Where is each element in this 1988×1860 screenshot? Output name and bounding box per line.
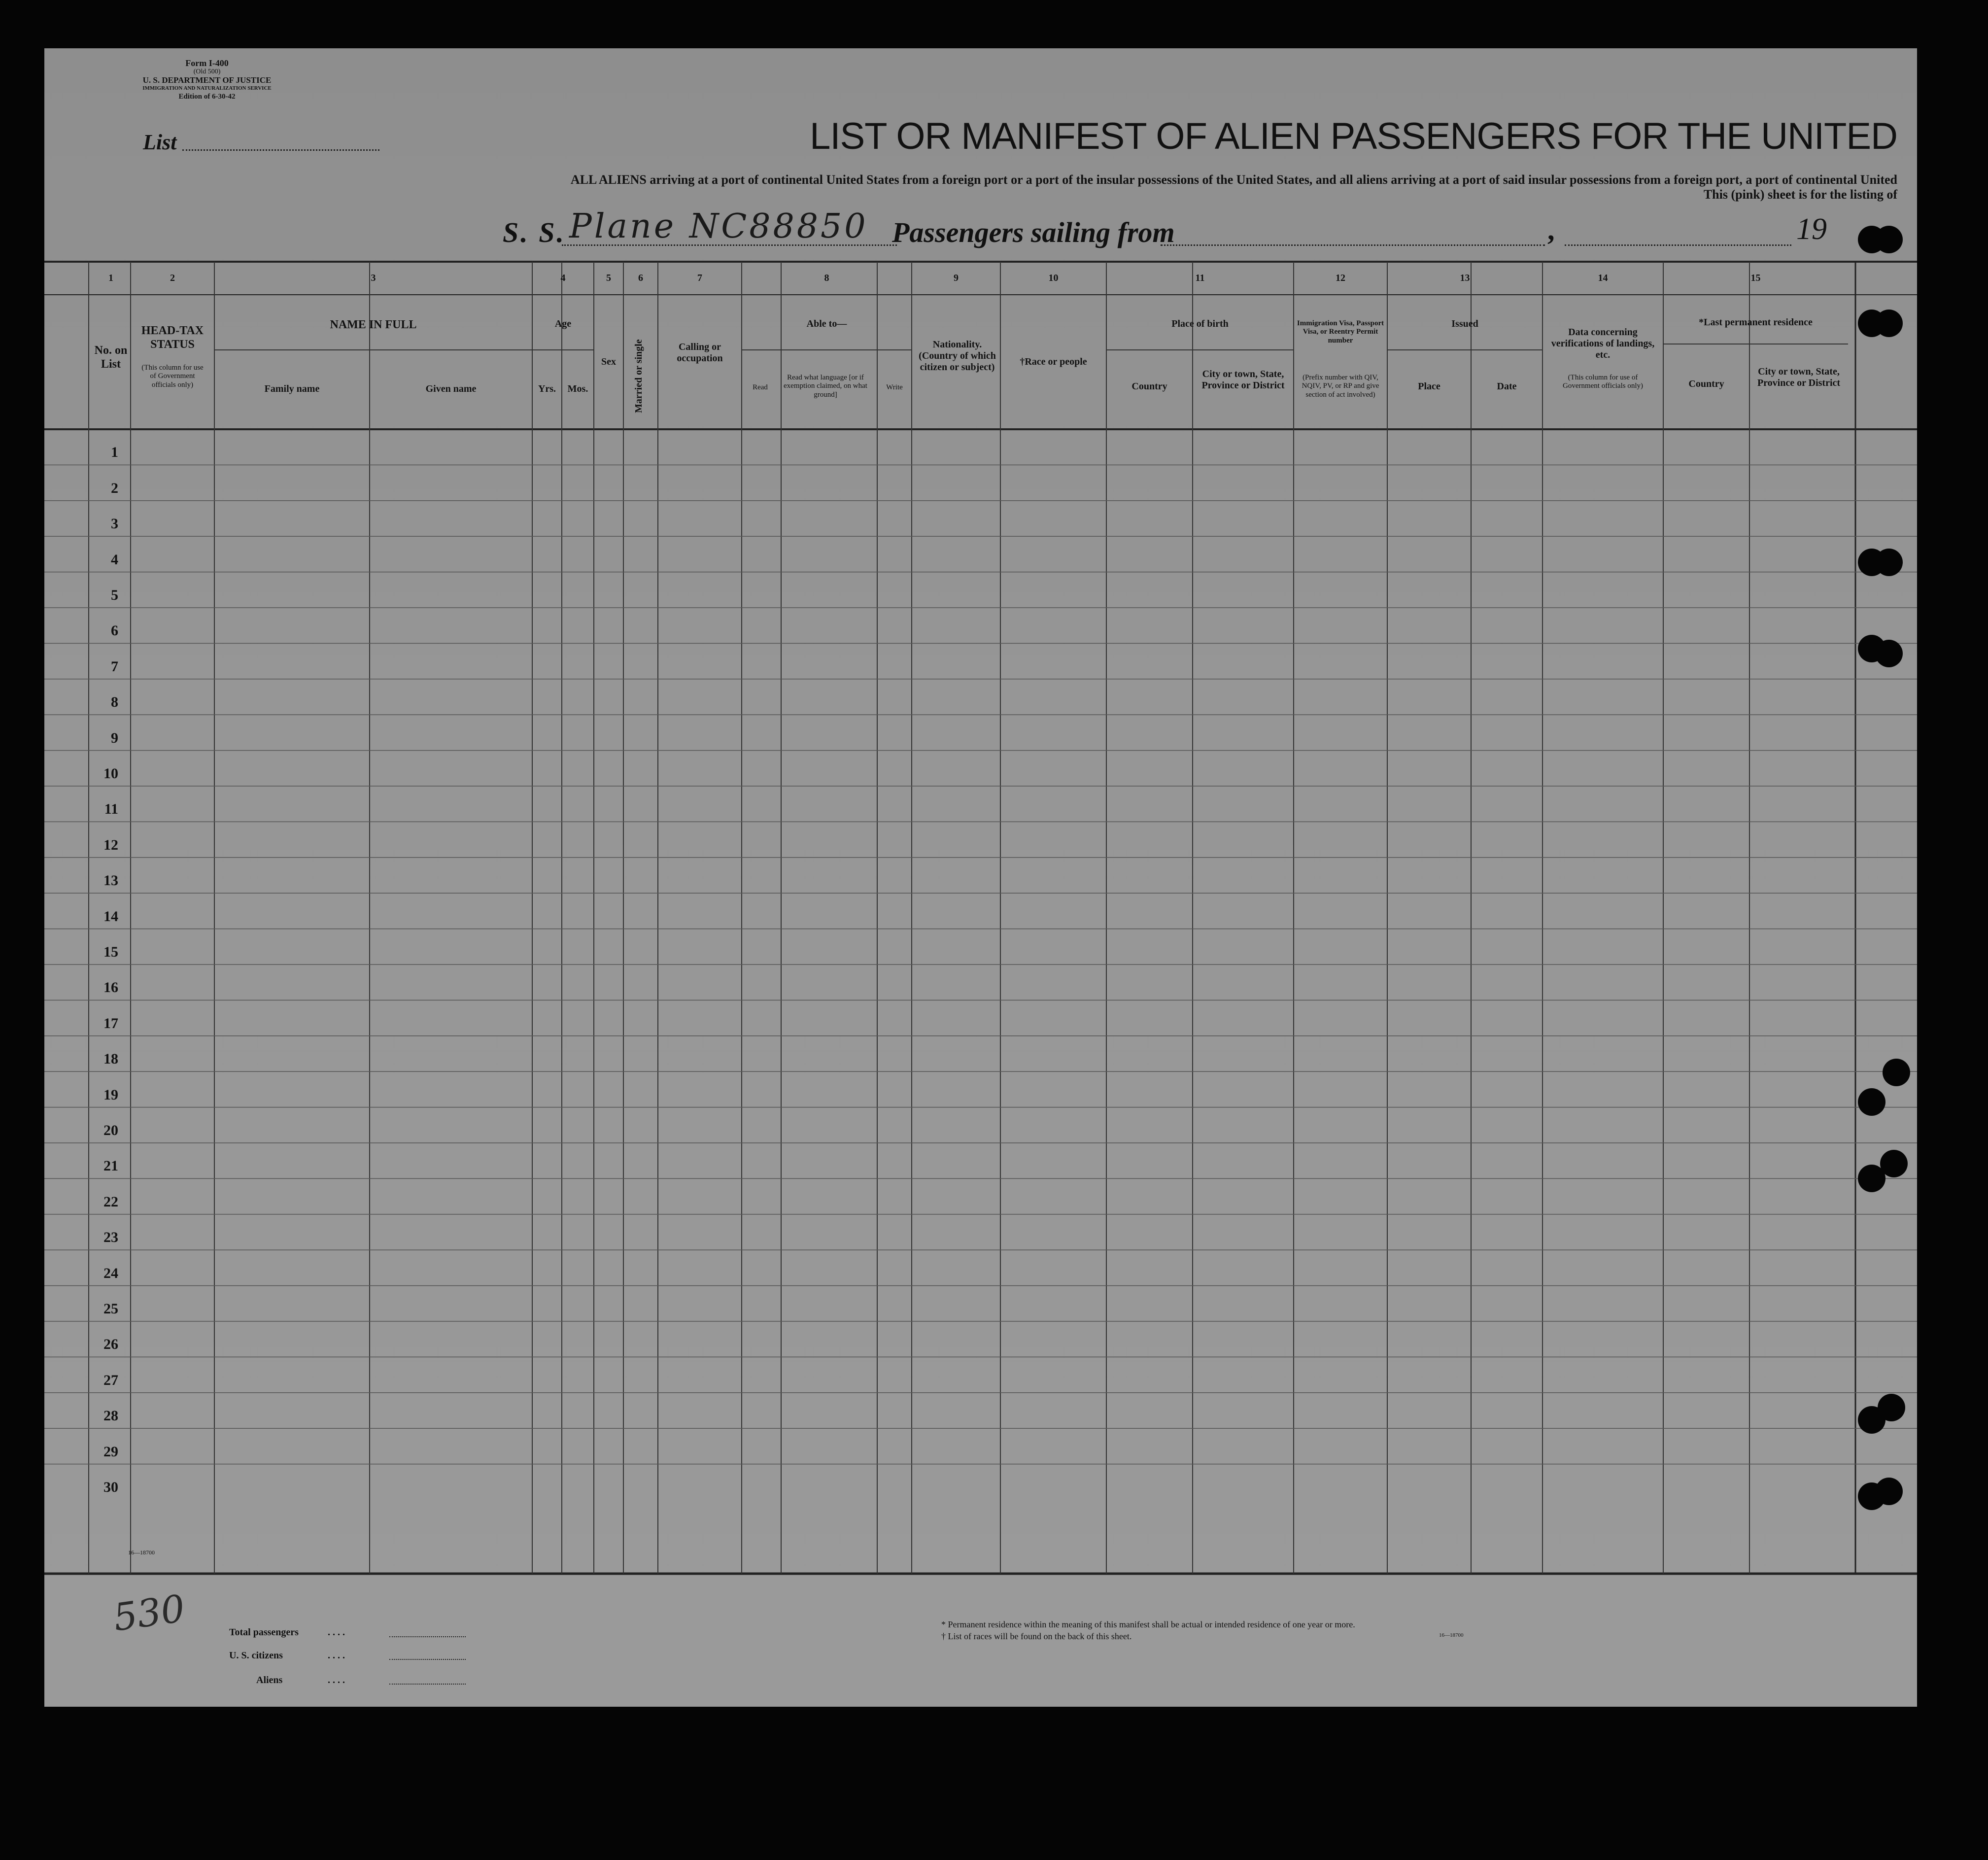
header-no-on-list: No. on List (94, 344, 128, 371)
vessel-name-handwritten: Plane NC88850 (569, 207, 868, 246)
column-number-10: 10 (1048, 273, 1059, 283)
row-number: 11 (104, 801, 118, 818)
year-prefix: 19 (1796, 212, 1827, 246)
row-number: 30 (103, 1479, 118, 1495)
header-mos: Mos. (567, 383, 588, 394)
column-number-15: 15 (1750, 273, 1761, 283)
header-head-tax: HEAD-TAX STATUS (141, 324, 204, 351)
header-nationality: Nationality. (Country of which citizen or subject) (919, 339, 996, 373)
form-number: Form I-400 (185, 58, 229, 68)
column-number-7: 7 (697, 273, 702, 283)
row-number: 5 (111, 587, 118, 603)
manifest-sheet (44, 48, 1917, 1707)
punch-hole (1875, 640, 1903, 667)
header-issued: Issued (1451, 318, 1478, 329)
row-number: 16 (103, 979, 118, 996)
header-visa-note: (Prefix number with QIV, NQIV, PV, or RP and give section of act involved) (1302, 374, 1379, 399)
row-number: 29 (103, 1443, 118, 1460)
column-number-11: 11 (1195, 273, 1205, 283)
column-number-13: 13 (1460, 273, 1470, 283)
row-number: 10 (103, 765, 118, 782)
sailing-comma: , (1547, 214, 1555, 246)
footnote-code: 16—18700 (1439, 1632, 1464, 1638)
row-number: 15 (103, 944, 118, 960)
header-country: Country (1131, 381, 1167, 392)
header-visa: Immigration Visa, Passport Visa, or Reentry Permit number (1297, 319, 1384, 344)
form-old-number: (Old 500) (193, 68, 221, 75)
row-number: 17 (103, 1015, 118, 1032)
manifest-grid (44, 48, 1917, 1707)
column-number-2: 2 (170, 273, 175, 283)
header-given-name: Given name (425, 383, 477, 394)
row-number: 14 (103, 908, 118, 925)
header-last-residence: *Last permanent residence (1699, 317, 1813, 328)
header-name-in-full: NAME IN FULL (330, 318, 417, 331)
column-number-12: 12 (1336, 273, 1345, 283)
us-citizens-label: U. S. citizens (229, 1650, 283, 1661)
footnote-residence: * Permanent residence within the meaning of this manifest shall be actual or intended residence of one year or more. (941, 1619, 1355, 1629)
header-calling: Calling or occupation (677, 342, 723, 364)
aliens-dots: . . . . (328, 1675, 345, 1686)
row-number: 2 (111, 480, 118, 496)
header-country-residence: Country (1688, 379, 1724, 389)
column-number-5: 5 (606, 273, 611, 283)
row-number: 4 (111, 551, 118, 568)
row-number: 28 (103, 1408, 118, 1424)
list-label: List (143, 130, 177, 154)
punch-hole (1858, 1088, 1885, 1116)
total-passengers-field[interactable] (389, 1636, 466, 1637)
row-number: 26 (103, 1336, 118, 1353)
intro-line-1: ALL ALIENS arriving at a port of continental United States from a foreign port or a port of the insular possessions of the United States, and all aliens arriving at a port of said insular possessions from a foreign port, a port of continental United (570, 172, 1897, 187)
header-date: Date (1497, 381, 1517, 392)
column-number-4: 4 (560, 273, 566, 283)
row-number: 3 (111, 516, 118, 532)
handwritten-number: 530 (110, 1586, 188, 1640)
row-number: 8 (111, 694, 118, 711)
footnote-races: † List of races will be found on the back of this sheet. (941, 1631, 1132, 1641)
us-citizens-dots: . . . . (328, 1650, 345, 1661)
service-name: IMMIGRATION AND NATURALIZATION SERVICE (142, 85, 272, 91)
header-verifications: Data concerning verifications of landings, etc. (1551, 327, 1655, 360)
header-read-language: Read what language [or if exemption claimed, on what ground] (784, 374, 867, 399)
row-number: 7 (111, 658, 118, 675)
header-age: Age (554, 318, 572, 329)
row-number: 27 (103, 1372, 118, 1388)
column-number-3: 3 (371, 273, 376, 283)
row-number: 24 (103, 1265, 118, 1281)
row-number: 12 (103, 836, 118, 853)
punch-hole (1875, 310, 1903, 337)
punch-hole (1878, 1394, 1905, 1421)
column-number-1: 1 (108, 273, 113, 283)
column-number-8: 8 (824, 273, 829, 283)
header-read: Read (753, 383, 768, 391)
form-edition: Edition of 6-30-42 (178, 93, 236, 101)
punch-hole (1875, 549, 1903, 576)
header-able-to: Able to— (806, 318, 847, 329)
document-title: LIST OR MANIFEST OF ALIEN PASSENGERS FOR THE UNITED (810, 115, 1897, 157)
header-write: Write (886, 383, 903, 391)
row-number: 13 (103, 872, 118, 889)
row-number: 21 (103, 1158, 118, 1174)
row-number: 9 (111, 729, 118, 746)
punch-hole (1883, 1059, 1910, 1086)
header-city-residence: City or town, State, Province or District (1757, 366, 1841, 388)
punch-hole (1875, 1478, 1903, 1505)
punch-hole (1875, 226, 1903, 253)
header-race: †Race or people (1020, 356, 1087, 367)
header-sex: Sex (601, 356, 616, 367)
header-place: Place (1418, 381, 1440, 392)
row-number: 1 (111, 444, 118, 461)
header-family-name: Family name (264, 383, 320, 394)
header-verifications-note: (This column for use of Government officials only) (1562, 374, 1643, 390)
row-number: 6 (111, 622, 118, 639)
punch-hole (1880, 1150, 1908, 1177)
row-number: 20 (103, 1122, 118, 1138)
total-passengers-label: Total passengers (229, 1627, 299, 1638)
print-code: 16—18700 (128, 1549, 155, 1556)
header-yrs: Yrs. (538, 383, 556, 394)
department-name: U. S. DEPARTMENT OF JUSTICE (142, 75, 272, 85)
sailing-from-label: Passengers sailing from (892, 216, 1175, 248)
column-number-9: 9 (954, 273, 959, 283)
aliens-field[interactable] (389, 1684, 466, 1685)
header-head-tax-note: (This column for use of Government officials only) (141, 364, 204, 389)
header-married: Married or single (633, 339, 644, 413)
column-number-14: 14 (1598, 273, 1608, 283)
us-citizens-field[interactable] (389, 1659, 466, 1660)
intro-line-2: This (pink) sheet is for the listing of (1703, 187, 1897, 202)
vessel-prefix: S. S. (503, 216, 566, 248)
column-number-6: 6 (638, 273, 643, 283)
header-place-of-birth: Place of birth (1171, 318, 1229, 329)
row-number: 22 (103, 1193, 118, 1210)
aliens-label: Aliens (256, 1675, 283, 1686)
total-passengers-dots: . . . . (328, 1627, 345, 1638)
header-city-birth: City or town, State, Province or District (1201, 369, 1285, 391)
row-number: 19 (103, 1086, 118, 1103)
row-number: 23 (103, 1229, 118, 1246)
row-number: 25 (103, 1301, 118, 1317)
row-number: 18 (103, 1051, 118, 1068)
